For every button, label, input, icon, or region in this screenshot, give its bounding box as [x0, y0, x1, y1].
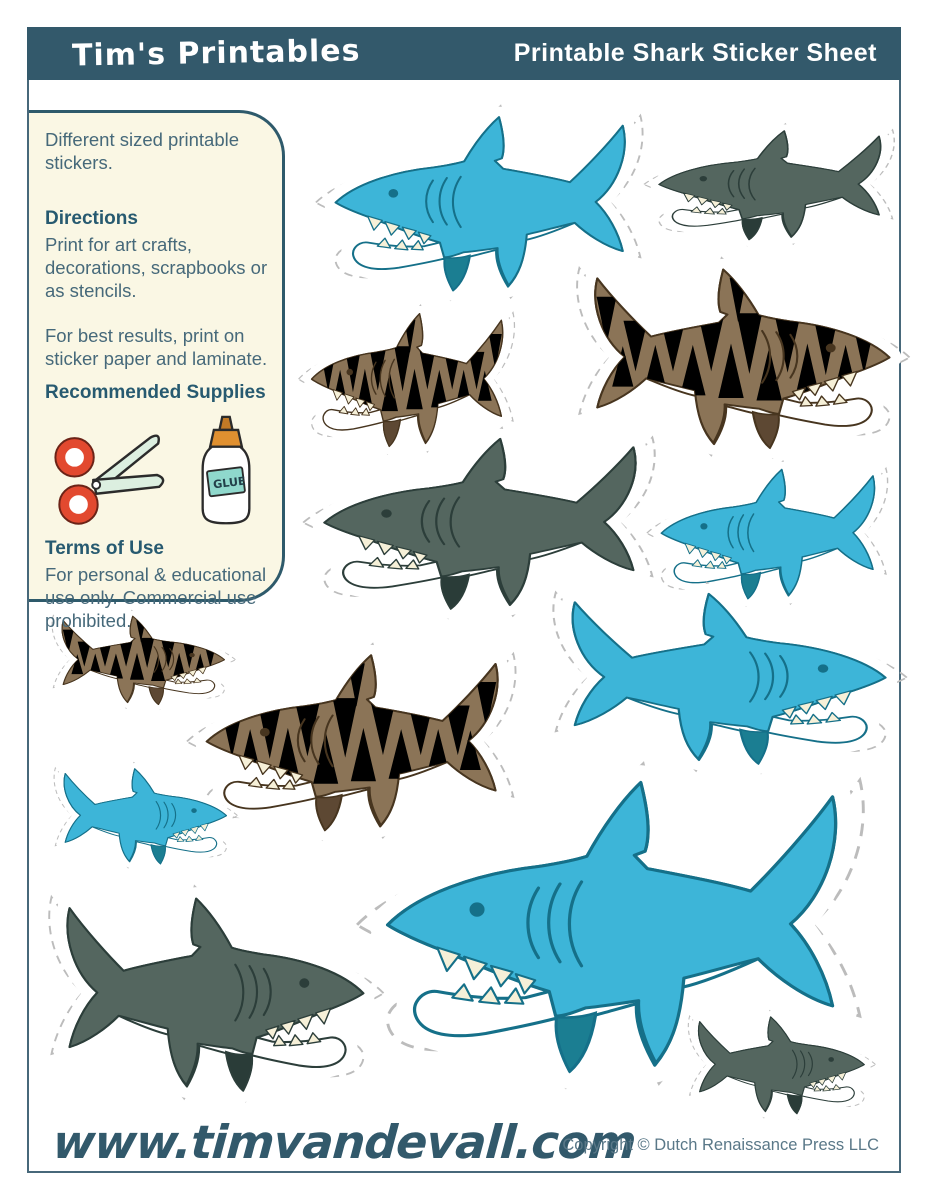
intro-text: Different sized printable stickers.: [45, 129, 240, 173]
scissors-icon: [49, 427, 167, 527]
glue-label-text: GLUE: [212, 474, 247, 492]
tip-text: For best results, print on sticker paper and laminate.: [45, 325, 268, 370]
terms-text: For personal & educational use only. Commercial use prohibited.: [45, 564, 267, 632]
supplies-heading: Recommended Supplies: [45, 382, 266, 404]
glue-icon: [193, 415, 259, 527]
shark-sticker-blue-right: [43, 761, 235, 873]
shark-sticker-blue-right: [532, 580, 902, 780]
brand-logo: Tim's Printables: [71, 33, 361, 74]
terms-heading: Terms of Use: [45, 537, 164, 559]
page-title: Printable Shark Sticker Sheet: [513, 39, 877, 67]
shark-sticker-gray-left: [641, 122, 903, 250]
info-panel: [29, 110, 285, 632]
shark-sticker-gray-right: [29, 883, 379, 1109]
website-url: www.timvandevall.com: [51, 1115, 638, 1169]
sticker-sheet-page: [27, 27, 901, 1173]
shark-sticker-gray-right: [677, 1009, 873, 1123]
directions-text: Print for art crafts, decorations, scrapbooks or as stencils.: [45, 234, 268, 302]
directions-heading: Directions: [45, 207, 138, 229]
copyright-text: Copyright © Dutch Renaissance Press LLC: [562, 1136, 879, 1154]
supplies-icons: [49, 415, 268, 527]
